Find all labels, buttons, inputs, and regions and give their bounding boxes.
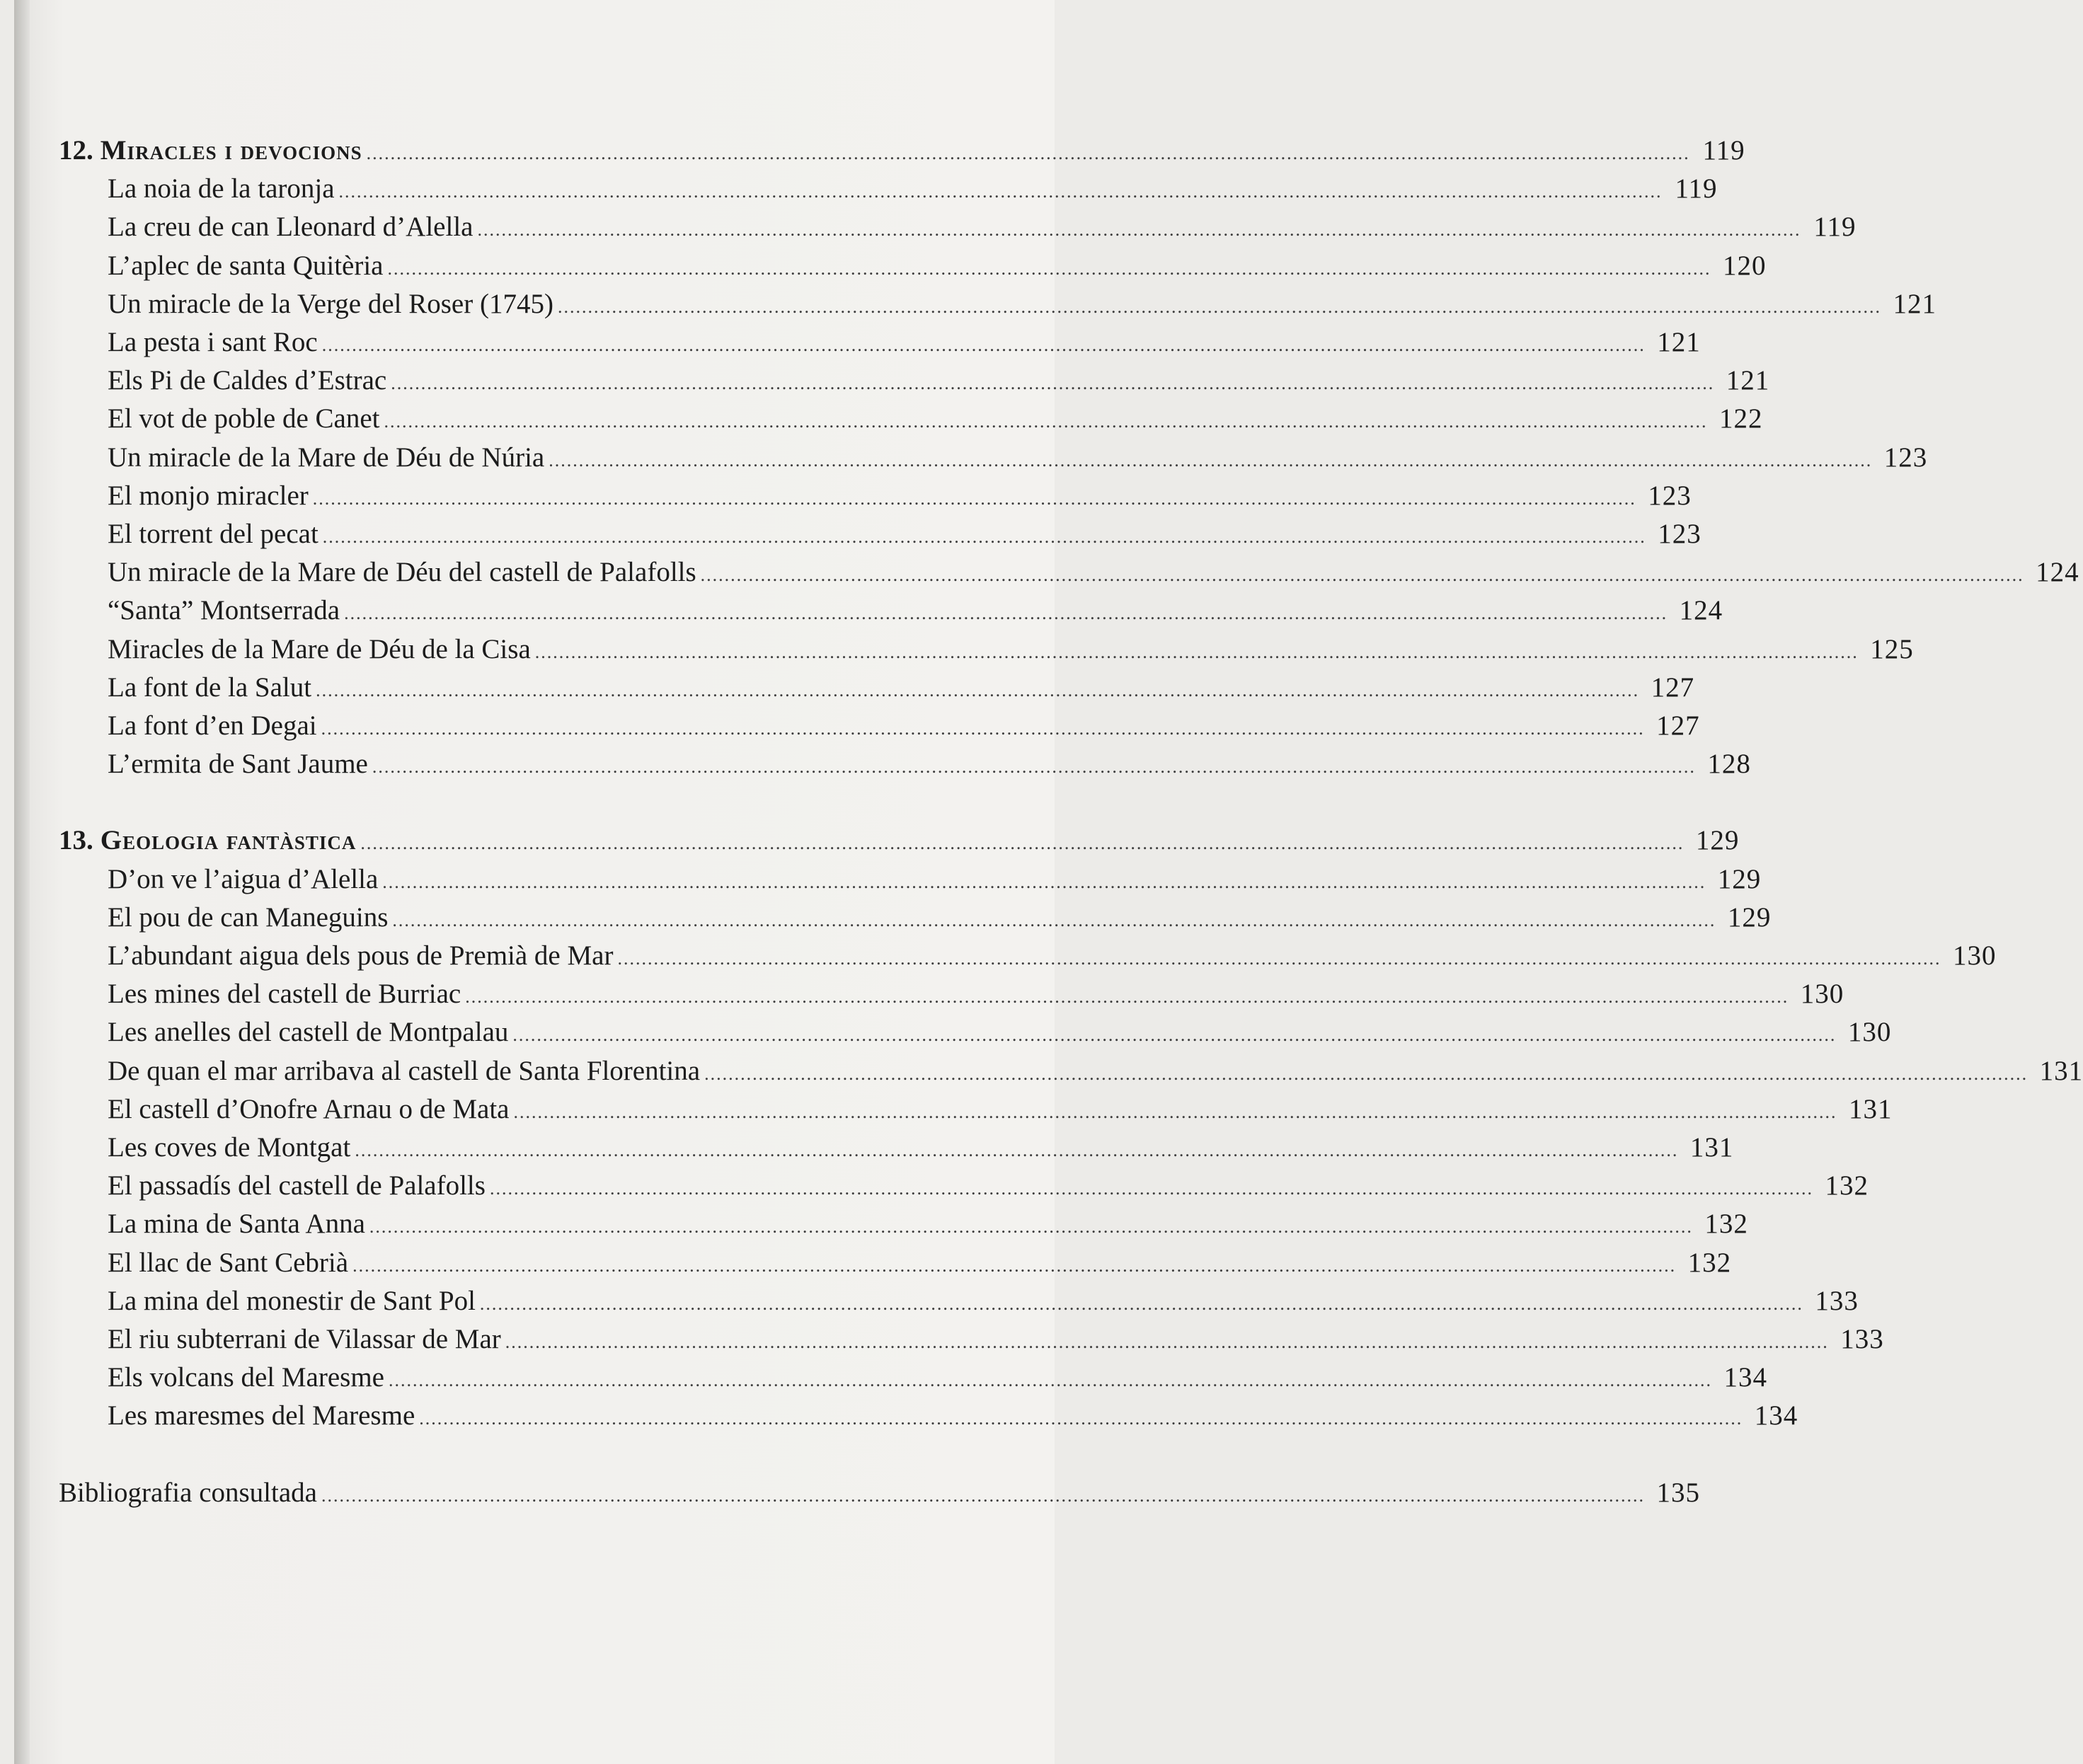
toc-entry xyxy=(108,1090,1893,1129)
page-number: 127 xyxy=(1656,710,1700,741)
chapter-title: Geologia fantàstica xyxy=(100,825,357,855)
dot-leader: ............................................................................................................................................................................................................................ xyxy=(479,1293,1803,1314)
chapter-title: Miracles i devocions xyxy=(100,135,362,166)
toc-entry xyxy=(108,323,1701,362)
dot-leader: ............................................................................................................................................................................................................................ xyxy=(312,488,1636,509)
dot-leader: ............................................................................................................................................................................................................................ xyxy=(372,756,1696,777)
entry-title: Un miracle de la Mare de Déu del castell de Palafolls xyxy=(108,557,696,587)
page-number: 120 xyxy=(1722,250,1767,281)
entry-title: La mina del monestir de Sant Pol xyxy=(108,1286,476,1316)
page-number: 132 xyxy=(1687,1247,1732,1278)
page-number: 123 xyxy=(1883,442,1928,473)
entry-title: Les anelles del castell de Montpalau xyxy=(108,1017,509,1047)
dot-leader: ............................................................................................................................................................................................................................ xyxy=(352,1255,1677,1276)
entry-title: Miracles de la Mare de Déu de la Cisa xyxy=(108,634,531,664)
dot-leader: ............................................................................................................................................................................................................................ xyxy=(316,680,1640,701)
entry-title: D’on ve l’aigua d’Alella xyxy=(108,864,379,894)
dot-leader: ............................................................................................................................................................................................................................ xyxy=(322,526,1646,547)
dot-leader: ............................................................................................................................................................................................................................ xyxy=(338,181,1663,202)
page-number: 121 xyxy=(1657,327,1701,357)
page-number: 132 xyxy=(1704,1209,1748,1239)
chapter-heading xyxy=(59,132,1745,170)
page-number: 135 xyxy=(1656,1477,1700,1508)
toc-entry xyxy=(108,937,1997,975)
dot-leader: ............................................................................................................................................................................................................................ xyxy=(477,219,1801,240)
dot-leader: ............................................................................................................................................................................................................................ xyxy=(534,642,1859,662)
page-number: 123 xyxy=(1658,519,1702,549)
page-number: 123 xyxy=(1648,480,1692,511)
bibliography-entry xyxy=(59,1474,1700,1512)
dot-leader: ............................................................................................................................................................................................................................ xyxy=(513,1102,1837,1122)
toc-entry xyxy=(108,1244,1732,1282)
page-number: 124 xyxy=(2036,557,2079,587)
entry-title: La font d’en Degai xyxy=(108,710,317,741)
dot-leader: ............................................................................................................................................................................................................................ xyxy=(465,986,1789,1007)
entry-title: Un miracle de la Verge del Roser (1745) xyxy=(108,289,553,319)
bibliography-title: Bibliografia consultada xyxy=(59,1477,317,1508)
entry-title: Els volcans del Maresme xyxy=(108,1362,384,1393)
toc-entry xyxy=(108,1013,1892,1051)
page-number: 130 xyxy=(1952,940,1997,971)
page-number: 129 xyxy=(1717,864,1762,894)
toc-entry xyxy=(108,1205,1748,1243)
page-number: 131 xyxy=(2039,1056,2083,1086)
page-number: 129 xyxy=(1695,825,1740,855)
dot-leader: ............................................................................................................................................................................................................................ xyxy=(360,833,1685,853)
toc-entry xyxy=(108,208,1857,246)
dot-leader: ............................................................................................................................................................................................................................ xyxy=(549,450,1873,471)
entry-title: El riu subterrani de Vilassar de Mar xyxy=(108,1324,501,1354)
page-number: 128 xyxy=(1707,749,1751,779)
dot-leader: ............................................................................................................................................................................................................................ xyxy=(704,1063,2029,1084)
chapter-number: 13. xyxy=(59,825,93,855)
toc-entry xyxy=(108,899,1772,937)
entry-title: L’aplec de santa Quitèria xyxy=(108,250,384,281)
toc-entry xyxy=(108,707,1700,745)
page-number: 131 xyxy=(1848,1094,1893,1124)
toc-entry xyxy=(108,553,2079,592)
page-number: 133 xyxy=(1840,1324,1884,1354)
page-number: 119 xyxy=(1702,135,1745,166)
toc-entry xyxy=(108,515,1702,553)
entry-title: Un miracle de la Mare de Déu de Núria xyxy=(108,442,545,473)
dot-leader: ............................................................................................................................................................................................................................ xyxy=(321,1485,1645,1506)
page-number: 134 xyxy=(1723,1362,1767,1393)
dot-leader: ............................................................................................................................................................................................................................ xyxy=(617,948,1941,969)
toc-entry xyxy=(108,975,1844,1013)
page-number: 127 xyxy=(1651,672,1695,703)
page-number: 124 xyxy=(1679,595,1723,626)
entry-title: “Santa” Montserrada xyxy=(108,595,340,626)
toc-entry xyxy=(108,1320,1884,1359)
entry-title: L’ermita de Sant Jaume xyxy=(108,749,368,779)
page-number: 119 xyxy=(1675,173,1718,204)
page-number: 134 xyxy=(1754,1400,1798,1431)
toc-entry xyxy=(108,285,1936,323)
entry-title: La creu de can Lleonard d’Alella xyxy=(108,212,474,242)
entry-title: El llac de Sant Cebrià xyxy=(108,1247,349,1278)
page-number: 119 xyxy=(1813,212,1857,242)
dot-leader: ............................................................................................................................................................................................................................ xyxy=(557,296,1881,317)
entry-title: El passadís del castell de Palafolls xyxy=(108,1170,486,1201)
chapter-heading xyxy=(59,822,1740,860)
toc-entry xyxy=(108,1129,1734,1167)
dot-leader: ............................................................................................................................................................................................................................ xyxy=(505,1332,1829,1352)
entry-title: La noia de la taronja xyxy=(108,173,335,204)
entry-title: Els Pi de Caldes d’Estrac xyxy=(108,365,387,396)
dot-leader: ............................................................................................................................................................................................................................ xyxy=(392,910,1716,930)
dot-leader: ............................................................................................................................................................................................................................ xyxy=(355,1140,1679,1160)
toc-entry xyxy=(108,1359,1767,1397)
entry-title: El vot de poble de Canet xyxy=(108,403,380,434)
page-number: 121 xyxy=(1893,289,1936,319)
toc-entry xyxy=(108,477,1692,515)
entry-title: El castell d’Onofre Arnau o de Mata xyxy=(108,1094,510,1124)
page-number: 133 xyxy=(1815,1286,1859,1316)
spine-shadow xyxy=(14,0,30,1764)
toc-entry xyxy=(108,400,1763,438)
dot-leader: ............................................................................................................................................................................................................................ xyxy=(369,1216,1693,1237)
dot-leader: ............................................................................................................................................................................................................................ xyxy=(384,411,1708,432)
dot-leader: ............................................................................................................................................................................................................................ xyxy=(387,258,1711,279)
toc-entry xyxy=(108,669,1695,707)
dot-leader: ............................................................................................................................................................................................................................ xyxy=(388,1370,1712,1390)
toc-entry xyxy=(108,247,1767,285)
dot-leader: ............................................................................................................................................................................................................................ xyxy=(321,335,1646,355)
page-number: 121 xyxy=(1726,365,1770,396)
entry-title: El monjo miracler xyxy=(108,480,309,511)
page-number: 130 xyxy=(1800,979,1844,1009)
page-number: 122 xyxy=(1718,403,1763,434)
entry-title: Les coves de Montgat xyxy=(108,1132,351,1163)
entry-title: De quan el mar arribava al castell de Santa Florentina xyxy=(108,1056,701,1086)
chapter-number: 12. xyxy=(59,135,93,166)
dot-leader: ............................................................................................................................................................................................................................ xyxy=(321,718,1645,739)
entry-title: El torrent del pecat xyxy=(108,519,319,549)
entry-title: El pou de can Maneguins xyxy=(108,902,389,933)
dot-leader: ............................................................................................................................................................................................................................ xyxy=(512,1025,1837,1045)
entry-title: La font de la Salut xyxy=(108,672,312,703)
toc-entry xyxy=(108,630,1914,669)
dot-leader: ............................................................................................................................................................................................................................ xyxy=(344,603,1668,623)
toc-entry xyxy=(108,860,1762,899)
dot-leader: ............................................................................................................................................................................................................................ xyxy=(366,143,1690,163)
dot-leader: ............................................................................................................................................................................................................................ xyxy=(391,373,1715,393)
dot-leader: ............................................................................................................................................................................................................................ xyxy=(489,1178,1813,1199)
page-number: 125 xyxy=(1870,634,1914,664)
entry-title: La pesta i sant Roc xyxy=(108,327,318,357)
toc-entry xyxy=(108,1052,2083,1090)
dot-leader: ............................................................................................................................................................................................................................ xyxy=(419,1408,1743,1429)
dot-leader: ............................................................................................................................................................................................................................ xyxy=(382,872,1706,892)
toc-entry xyxy=(108,362,1770,400)
entry-title: La mina de Santa Anna xyxy=(108,1209,365,1239)
toc-entry xyxy=(108,170,1718,208)
page-number: 129 xyxy=(1727,902,1772,933)
toc-entry xyxy=(108,592,1723,630)
toc-entry xyxy=(108,745,1751,783)
entry-title: L’abundant aigua dels pous de Premià de Mar xyxy=(108,940,614,971)
toc-entry xyxy=(108,1397,1798,1435)
page-number: 132 xyxy=(1825,1170,1869,1201)
dot-leader: ............................................................................................................................................................................................................................ xyxy=(700,565,2024,585)
page-number: 131 xyxy=(1689,1132,1734,1163)
entry-title: Les maresmes del Maresme xyxy=(108,1400,415,1431)
entry-title: Les mines del castell de Burriac xyxy=(108,979,461,1009)
toc-entry xyxy=(108,1282,1859,1320)
toc-entry xyxy=(108,1167,1869,1205)
toc-entry xyxy=(108,439,1928,477)
page-number: 130 xyxy=(1847,1017,1892,1047)
